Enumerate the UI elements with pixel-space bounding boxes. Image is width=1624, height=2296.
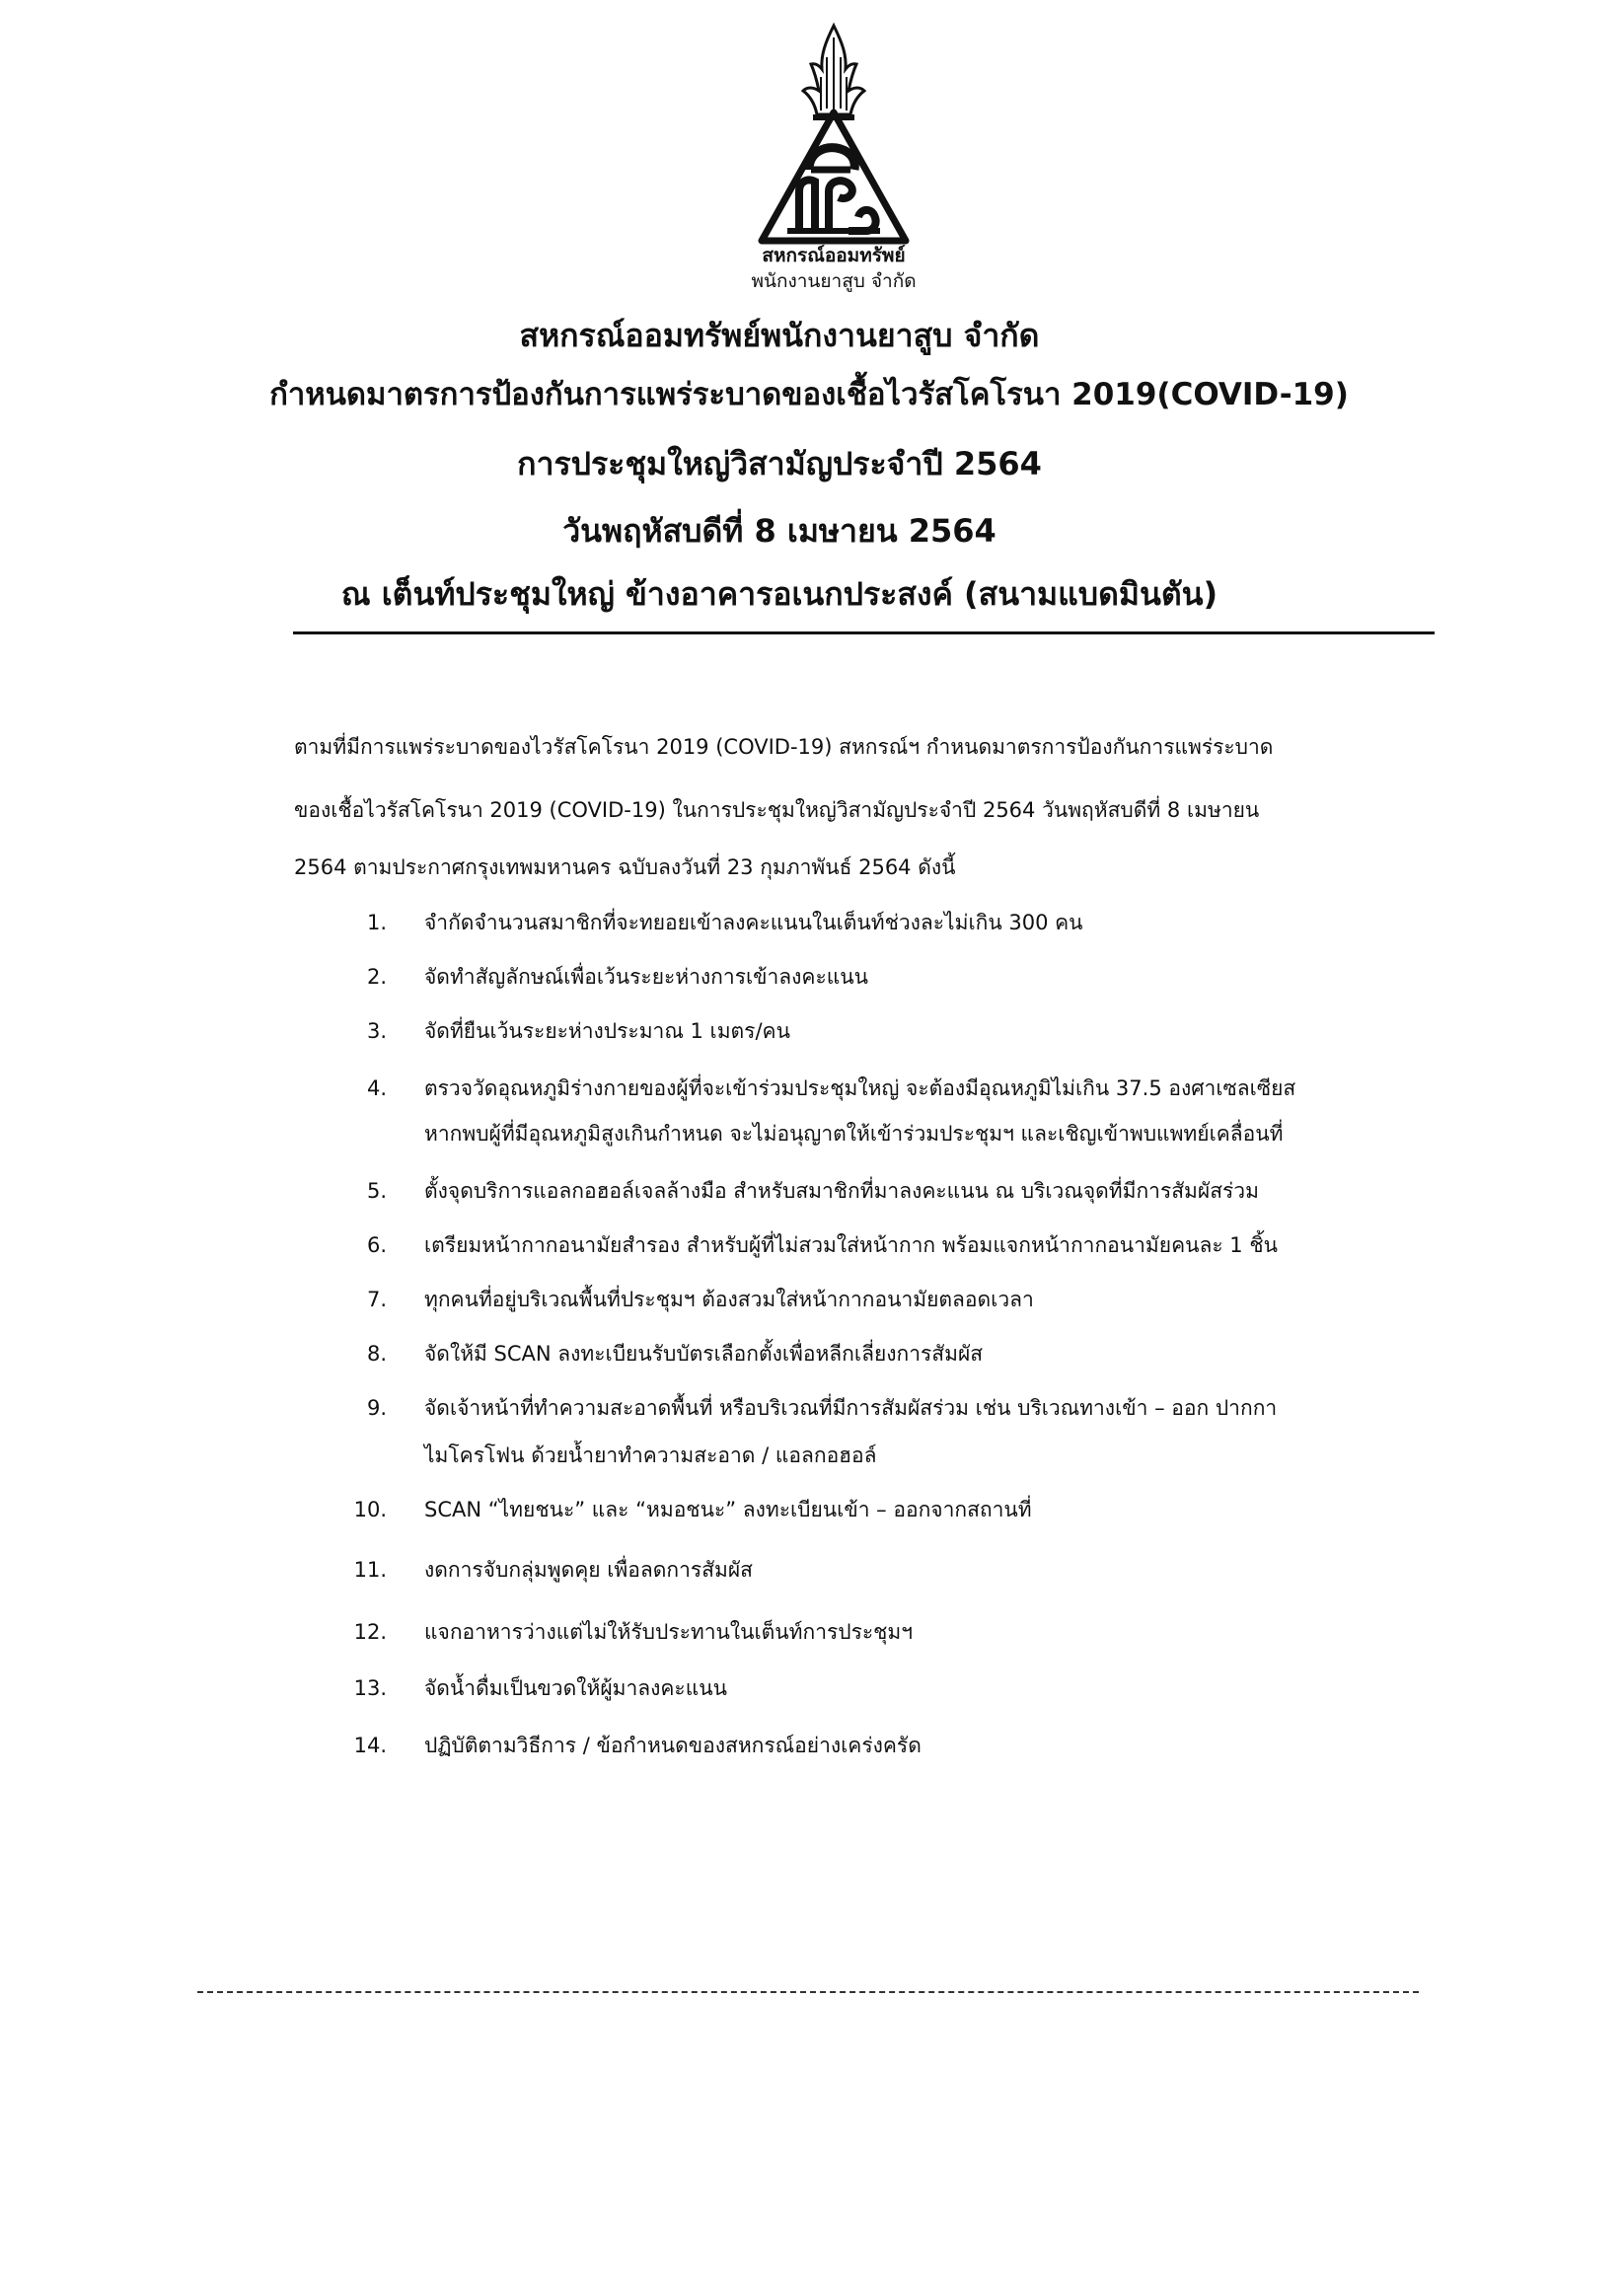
list-item-number: 6.	[366, 1233, 387, 1257]
list-item-text-continued: หากพบผู้ที่มีอุณหภูมิสูงเกินกำหนด จะไม่อนุญาตให้เข้าร่วมประชุมฯ และเชิญเข้าพบแพทย์เคลื่อนที่	[424, 1122, 1284, 1146]
list-item-number: 8.	[366, 1342, 387, 1366]
list-item-number: 7.	[366, 1288, 387, 1311]
list-item-text: ปฏิบัติตามวิธีการ / ข้อกำหนดของสหกรณ์อย่างเคร่งครัด	[424, 1734, 922, 1757]
header-divider	[293, 631, 1435, 634]
list-item-number: 9.	[366, 1396, 387, 1420]
list-item-number: 10.	[353, 1498, 387, 1521]
list-item-number: 13.	[353, 1676, 387, 1700]
footer-dashed-divider	[197, 1991, 1419, 1993]
list-item-text: SCAN “ไทยชนะ” และ “หมอชนะ” ลงทะเบียนเข้า – ออกจากสถานที่	[424, 1498, 1032, 1521]
list-item-text: เตรียมหน้ากากอนามัยสำรอง สำหรับผู้ที่ไม่สวมใส่หน้ากาก พร้อมแจกหน้ากากอนามัยคนละ 1 ชิ้น	[424, 1233, 1278, 1257]
document-title: สหกรณ์ออมทรัพย์พนักงานยาสูบ จำกัด	[519, 317, 1040, 354]
list-item-number: 14.	[353, 1734, 387, 1757]
list-item-text: จัดให้มี SCAN ลงทะเบียนรับบัตรเลือกตั้งเพื่อหลีกเลี่ยงการสัมผัส	[424, 1342, 984, 1366]
list-item-number: 1.	[366, 911, 387, 934]
list-item-text: จัดทำสัญลักษณ์เพื่อเว้นระยะห่างการเข้าลงคะแนน	[424, 965, 868, 989]
logo-emblem-icon	[730, 22, 937, 255]
cooperative-logo	[730, 22, 937, 255]
list-item-text: ตั้งจุดบริการแอลกอฮอล์เจลล้างมือ สำหรับสมาชิกที่มาลงคะแนน ณ บริเวณจุดที่มีการสัมผัสร่วม	[424, 1179, 1259, 1203]
intro-line-1: ตามที่มีการแพร่ระบาดของไวรัสโคโรนา 2019 (COVID-19) สหกรณ์ฯ กำหนดมาตรการป้องกันการแพร่ระบาด	[294, 735, 1274, 759]
list-item-text: จัดที่ยืนเว้นระยะห่างประมาณ 1 เมตร/คน	[424, 1019, 790, 1043]
list-item-text: ตรวจวัดอุณหภูมิร่างกายของผู้ที่จะเข้าร่วมประชุมใหญ่ จะต้องมีอุณหภูมิไม่เกิน 37.5 องศาเซลเซียส	[424, 1076, 1296, 1100]
list-item-number: 2.	[366, 965, 387, 989]
logo-caption-line2: พนักงานยาสูบ จำกัด	[751, 270, 917, 292]
list-item-text: งดการจับกลุ่มพูดคุย เพื่อลดการสัมผัส	[424, 1558, 753, 1582]
list-item-text: ทุกคนที่อยู่บริเวณพื้นที่ประชุมฯ ต้องสวมใส่หน้ากากอนามัยตลอดเวลา	[424, 1288, 1034, 1311]
meeting-name: การประชุมใหญ่วิสามัญประจำปี 2564	[517, 445, 1042, 482]
list-item-number: 5.	[366, 1179, 387, 1203]
meeting-date: วันพฤหัสบดีที่ 8 เมษายน 2564	[562, 512, 997, 550]
list-item-number: 11.	[353, 1558, 387, 1582]
list-item-text: จัดน้ำดื่มเป็นขวดให้ผู้มาลงคะแนน	[424, 1676, 727, 1700]
list-item-text: จำกัดจำนวนสมาชิกที่จะทยอยเข้าลงคะแนนในเต็นท์ช่วงละไม่เกิน 300 คน	[424, 911, 1083, 934]
list-item-text: แจกอาหารว่างแต่ไม่ให้รับประทานในเต็นท์การประชุมฯ	[424, 1620, 914, 1644]
meeting-venue: ณ เต็นท์ประชุมใหญ่ ข้างอาคารอเนกประสงค์ (สนามแบดมินตัน)	[340, 575, 1218, 613]
list-item-number: 3.	[366, 1019, 387, 1043]
list-item-number: 12.	[353, 1620, 387, 1644]
intro-line-3: 2564 ตามประกาศกรุงเทพมหานคร ฉบับลงวันที่ 23 กุมภาพันธ์ 2564 ดังนี้	[294, 855, 956, 879]
intro-line-2: ของเชื้อไวรัสโคโรนา 2019 (COVID-19) ในการประชุมใหญ่วิสามัญประจำปี 2564 วันพฤหัสบดีที่ 8 เมษายน	[294, 798, 1260, 822]
list-item-text-continued: ไมโครโฟน ด้วยน้ำยาทำความสะอาด / แอลกอฮอล์	[424, 1444, 877, 1467]
list-item-text: จัดเจ้าหน้าที่ทำความสะอาดพื้นที่ หรือบริเวณที่มีการสัมผัสร่วม เช่น บริเวณทางเข้า – ออก ปากกา	[424, 1396, 1278, 1420]
list-item-number: 4.	[366, 1076, 387, 1100]
document-subtitle: กำหนดมาตรการป้องกันการแพร่ระบาดของเชื้อไวรัสโคโรนา 2019(COVID-19)	[269, 377, 1349, 412]
logo-caption-line1: สหกรณ์ออมทรัพย์	[762, 245, 906, 266]
